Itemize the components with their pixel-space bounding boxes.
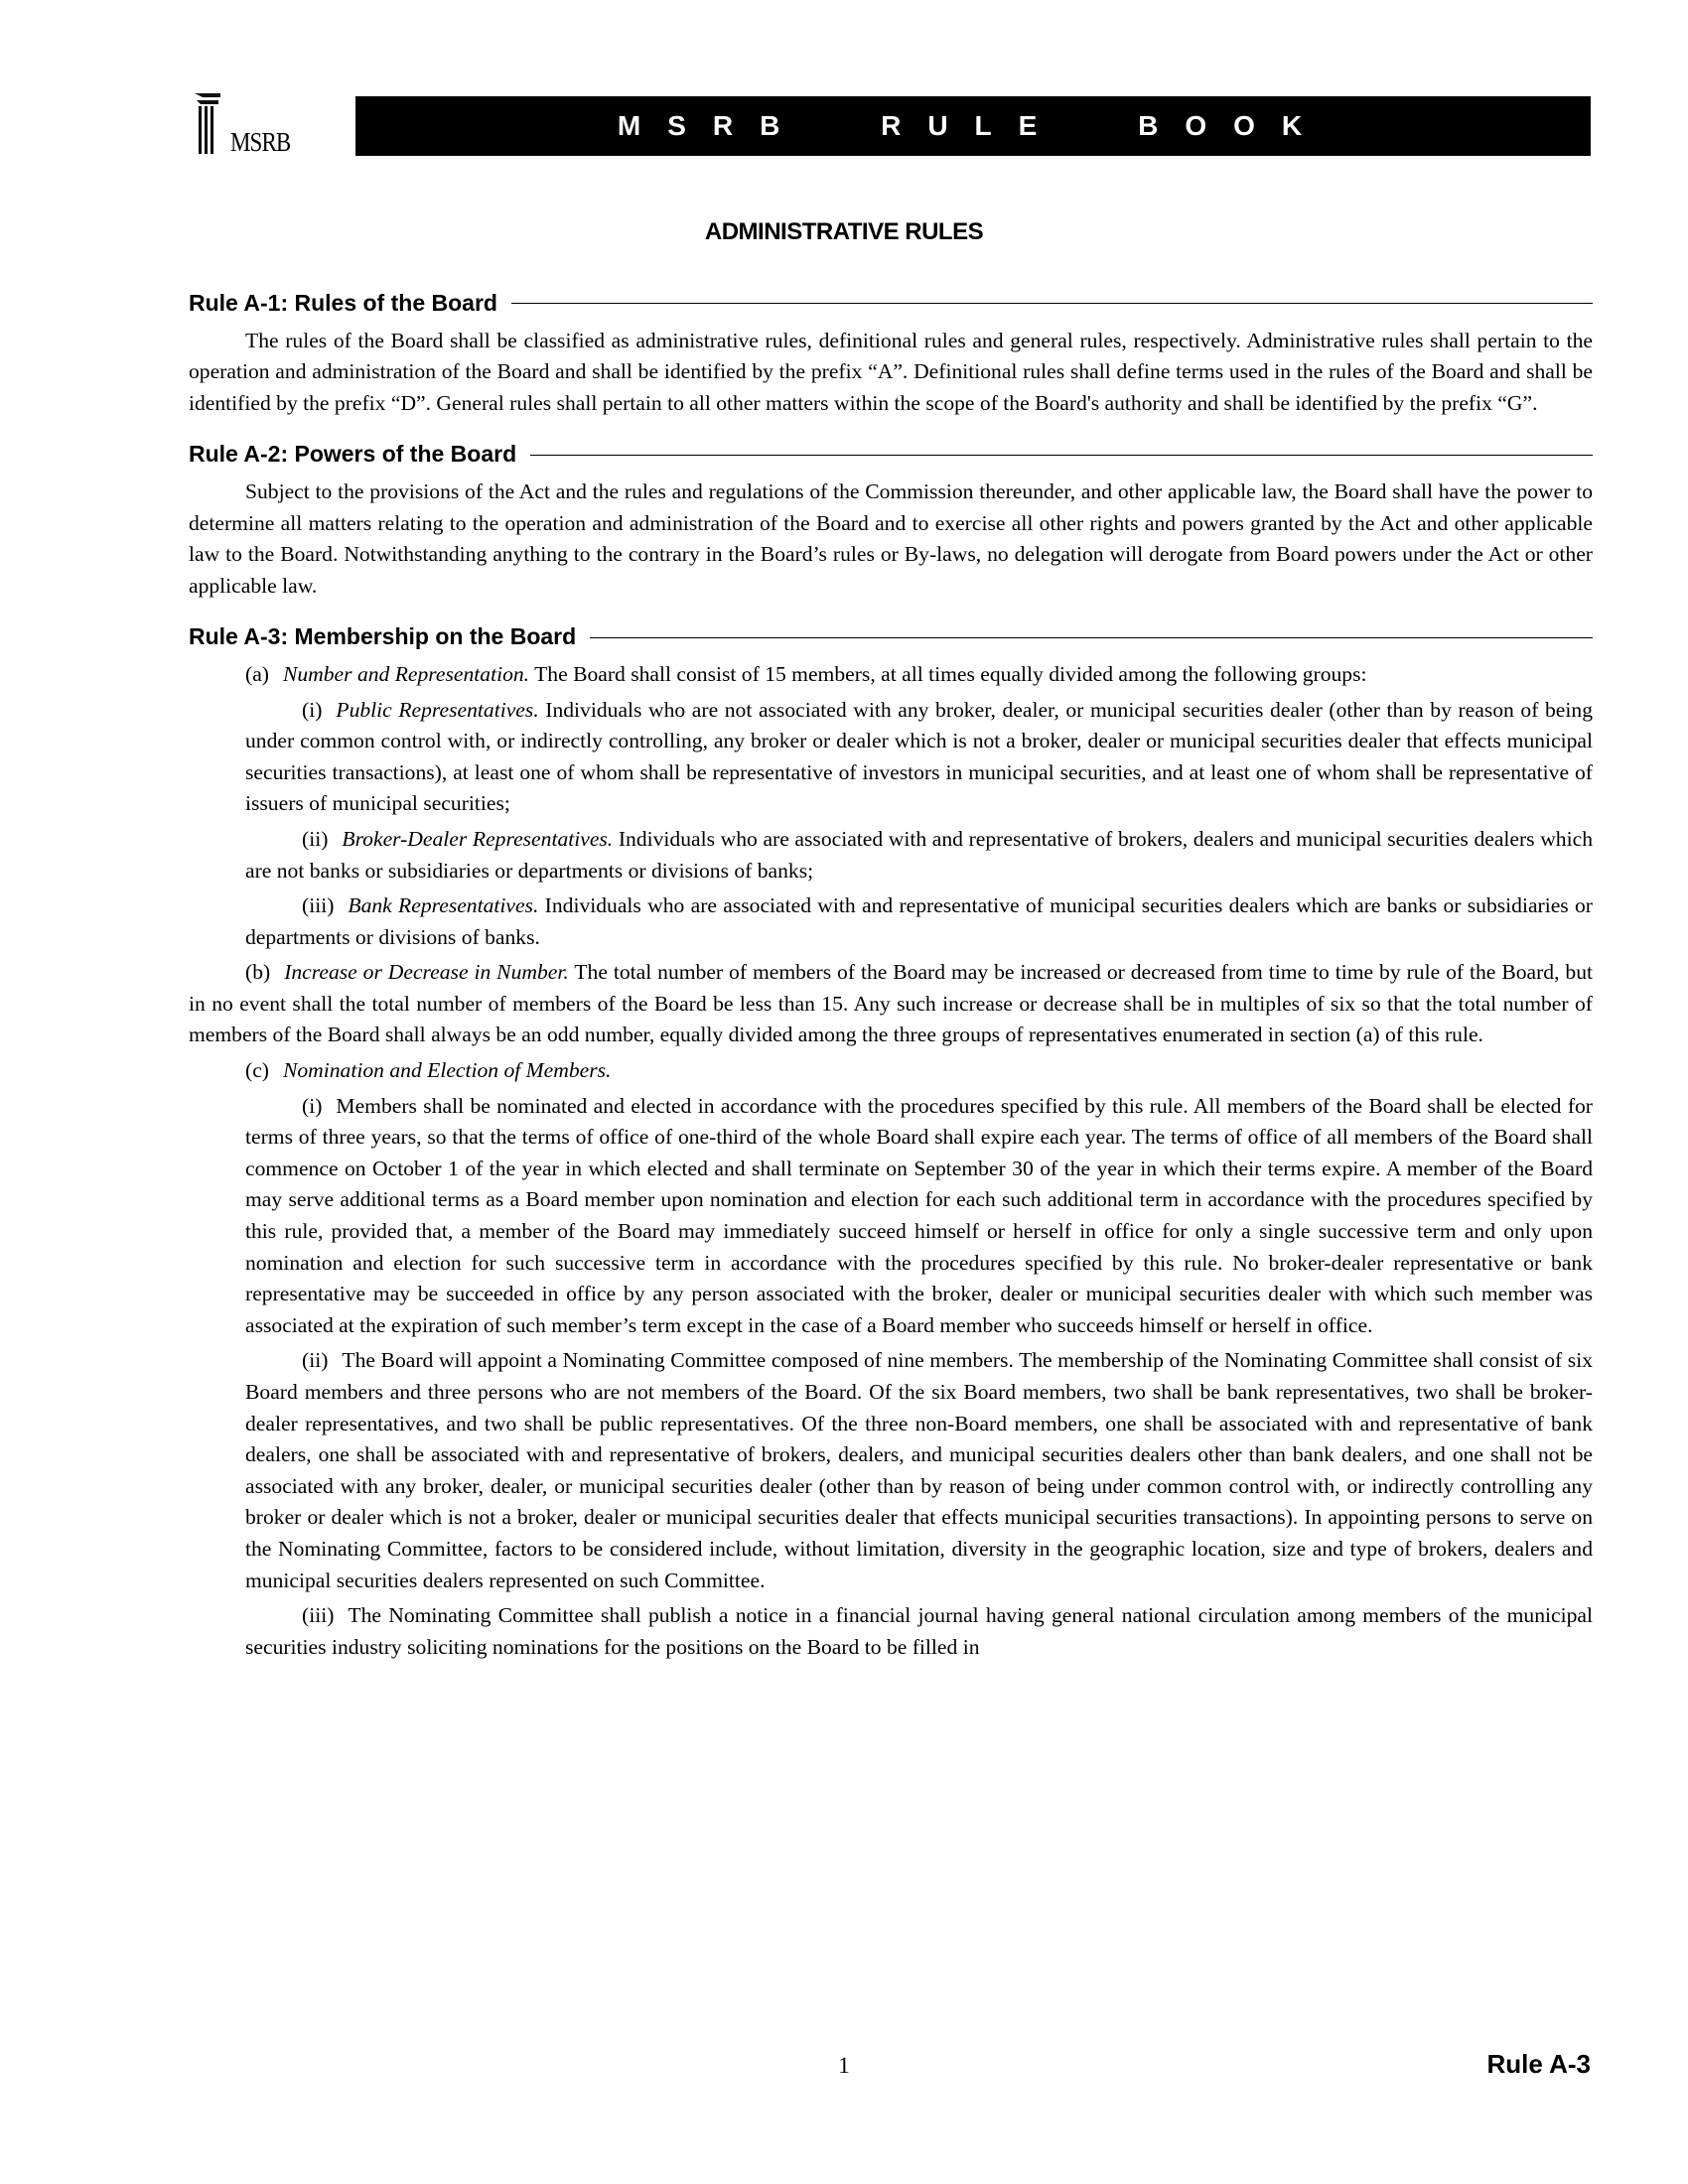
paragraph-number: (i)	[302, 697, 323, 722]
paragraph	[189, 1345, 1593, 1596]
paragraph-number: (iii)	[302, 893, 335, 918]
paragraph-text: The total number of members of the Board may be increased or decreased from time to time by rule of the Board, but in no event shall the total number of members of the Board be less than 15. Any such increase or decrease shall be in multiples of six so that the total number of members of the Board shall always be an odd number, equally divided among the three groups of representatives enumerated in section (a) of this rule.	[189, 960, 1594, 1047]
document-body	[189, 288, 1593, 1667]
heading-rule-line	[530, 455, 1593, 456]
paragraph-caption: Increase or Decrease in Number.	[284, 960, 569, 985]
paragraph-caption: Public Representatives.	[336, 697, 539, 722]
rule-heading	[189, 288, 1593, 320]
paragraph-number: (i)	[302, 1093, 323, 1118]
heading-rule-line	[511, 303, 1593, 304]
paragraph	[189, 695, 1593, 820]
paragraph-text: Individuals who are not associated with any broker, dealer, or municipal securities dealer (other than by reason of being under common control with, or indirectly controlling, any broker or dealer which is not a broker, dealer or municipal securities dealer that effects municipal securities transactions), at least one of whom shall be representative of investors in municipal securities, and at least one of whom shall be representative of issuers of municipal securities;	[245, 697, 1593, 816]
paragraph-caption: Broker-Dealer Representatives.	[342, 826, 614, 851]
paragraph-text: Individuals who are associated with and representative of municipal securities dealers which are banks or subsidiaries or departments or divisions of banks.	[245, 893, 1593, 949]
paragraph	[189, 1600, 1593, 1663]
paragraph	[189, 957, 1593, 1051]
paragraph	[189, 477, 1593, 602]
paragraph-caption: Number and Representation.	[282, 661, 530, 686]
paragraph	[189, 1091, 1593, 1342]
rule-heading	[189, 439, 1593, 471]
paragraph-text: The rules of the Board shall be classified as administrative rules, definitional rules and general rules, respectively. Administrative rules shall pertain to the operation and administration of the Board and shall be identified by the prefix “A”. Definitional rules shall define terms used in the rules of the Board and shall be identified by the prefix “D”. General rules shall pertain to all other matters within the scope of the Board's authority and shall be identified by the prefix “G”.	[189, 328, 1593, 415]
paragraph-number: (ii)	[302, 1348, 329, 1373]
paragraph-number: (c)	[245, 1058, 269, 1083]
paragraph-number: (ii)	[302, 826, 329, 851]
logo-text: MSRB	[230, 127, 291, 157]
paragraph-text: The Nominating Committee shall publish a notice in a financial journal having general national circulation among members of the municipal securities industry soliciting nominations for the positions on the Board to be filled in	[245, 1603, 1593, 1659]
paragraph	[189, 659, 1593, 691]
rule-heading-text: Rule A-3: Membership on the Board	[189, 623, 577, 650]
page-title: ADMINISTRATIVE RULES	[704, 218, 984, 245]
rule-heading-text: Rule A-2: Powers of the Board	[189, 441, 517, 468]
paragraph	[189, 824, 1593, 887]
page-number: 1	[838, 2053, 850, 2078]
paragraph	[189, 1055, 1593, 1087]
paragraph-caption: Bank Representatives.	[348, 893, 539, 918]
rule-heading-text: Rule A-1: Rules of the Board	[189, 290, 497, 316]
paragraph	[189, 890, 1593, 953]
heading-rule-line	[590, 637, 1593, 638]
paragraph-number: (a)	[245, 661, 269, 686]
footer-rule-label: Rule A-3	[1486, 2049, 1591, 2079]
paragraph-caption: Nomination and Election of Members.	[282, 1058, 612, 1083]
rule-heading	[189, 621, 1593, 653]
paragraph-number: (b)	[245, 960, 271, 985]
paragraph	[189, 326, 1593, 420]
paragraph-text: The Board will appoint a Nominating Committee composed of nine members. The membership of the Nominating Committee shall consist of six Board members and three persons who are not members of the Board. Of the six Board members, two shall be bank representatives, two shall be broker-dealer representatives, and two shall be public representatives. Of the three non-Board members, one shall be associated with and representative of bank dealers, one shall be associated with and representative of brokers, dealers, and municipal securities dealers other than bank dealers, and one shall not be associated with any broker, dealer, or municipal securities dealer (other than by reason of being under common control with, or indirectly controlling any broker or dealer which is not a broker, dealer or municipal securities dealer that effects municipal securities transactions). In appointing persons to serve on the Nominating Committee, factors to be considered include, without limitation, diversity in the geographic location, size and type of brokers, dealers and municipal securities dealers represented on such Committee.	[245, 1348, 1593, 1592]
paragraph-text: Subject to the provisions of the Act and the rules and regulations of the Commission thereunder, and other applicable law, the Board shall have the power to determine all matters relating to the operation and administration of the Board and to exercise all other rights and powers granted by the Act and other applicable law to the Board. Notwithstanding anything to the contrary in the Board’s rules or By-laws, no delegation will derogate from Board powers under the Act or other applicable law.	[189, 478, 1593, 598]
paragraph-text: Individuals who are associated with and representative of brokers, dealers and municipal securities dealers which are not banks or subsidiaries or departments or divisions of banks;	[245, 826, 1593, 883]
paragraph-text: Members shall be nominated and elected in accordance with the procedures specified by this rule. All members of the Board shall be elected for terms of three years, so that the terms of office of one-third of the whole Board shall expire each year. The terms of office of all members of the Board shall commence on October 1 of the year in which elected and shall terminate on September 30 of the year in which their terms expire. A member of the Board may serve additional terms as a Board member upon nomination and election for each such additional term in accordance with the procedures specified by this rule, provided that, a member of the Board may immediately succeed himself or herself in office for only a single successive term and only upon nomination and election for such successive term in accordance with the procedures specified by this rule. No broker-dealer representative or bank representative may be succeeded in office by any person associated with the broker, dealer or municipal securities dealer with which such member was associated at the expiration of such member’s term except in the case of a Board member who succeeds himself or herself in office.	[245, 1093, 1593, 1337]
rule-book-banner: MSRB RULE BOOK	[355, 96, 1591, 156]
paragraph-text: The Board shall consist of 15 members, at all times equally divided among the following groups:	[534, 661, 1367, 686]
paragraph-number: (iii)	[302, 1603, 335, 1628]
